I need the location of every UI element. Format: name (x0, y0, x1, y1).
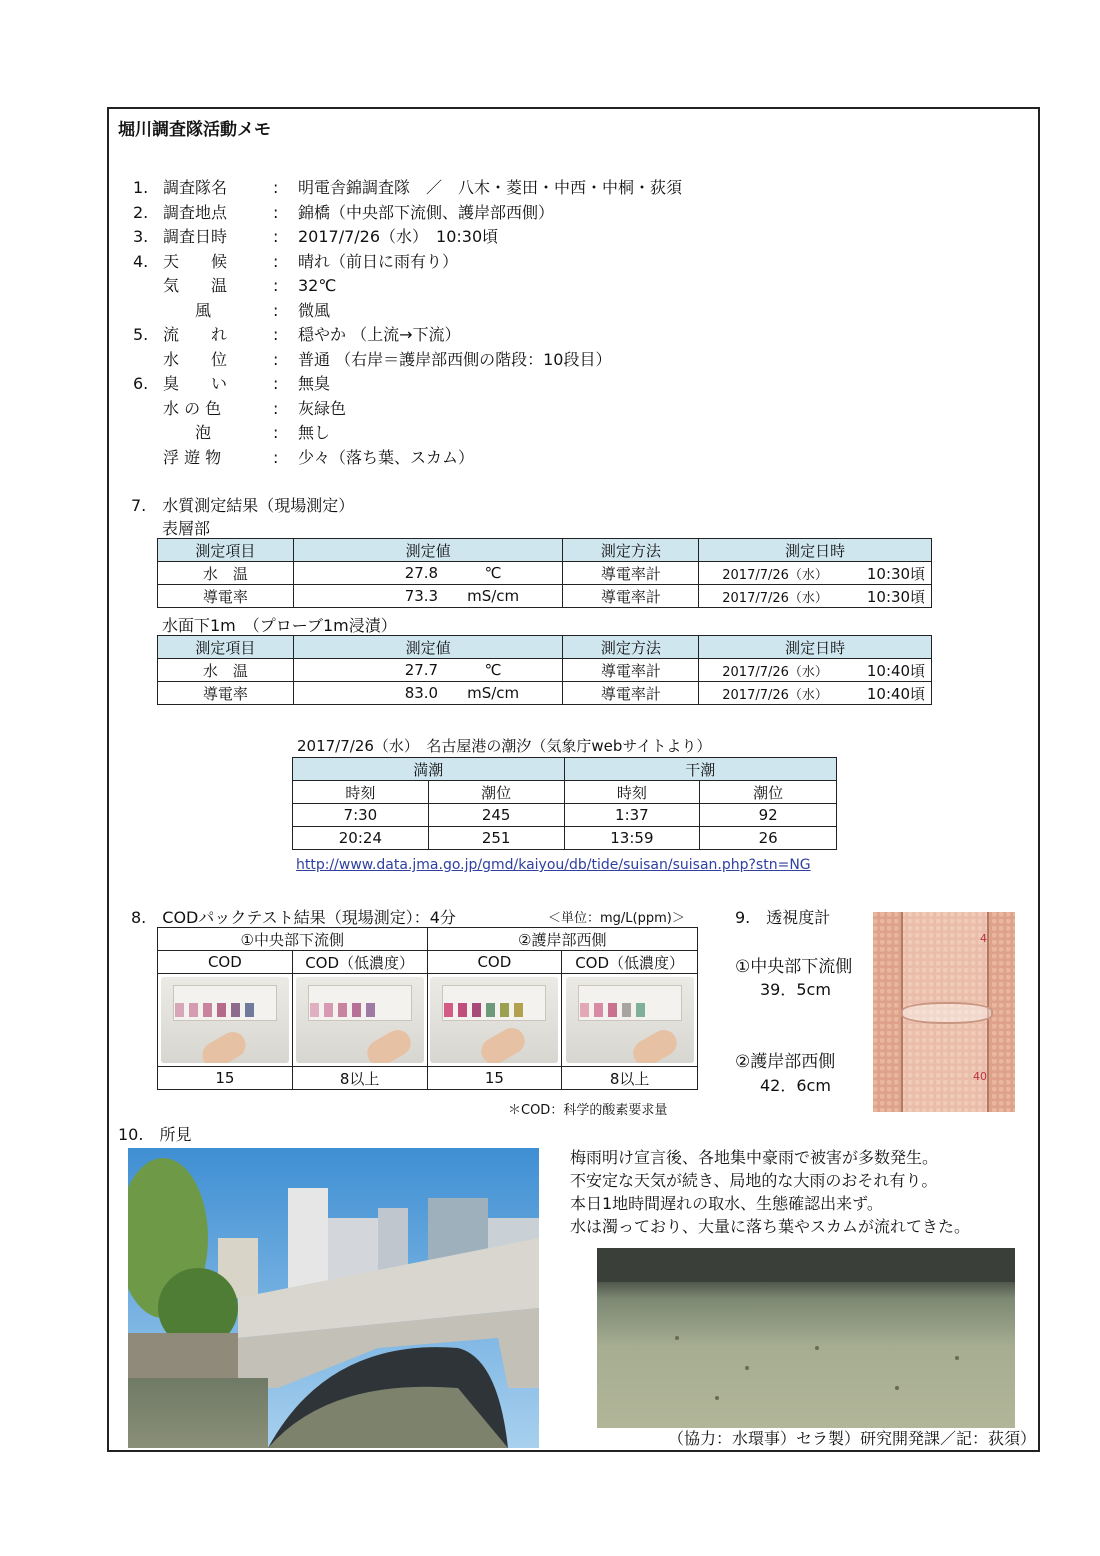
item-cell: 水 温 (158, 659, 294, 682)
cod-footnote: ＊COD：科学的酸素要求量 (508, 1103, 668, 1118)
cell: 13:59 (564, 827, 700, 850)
col-level: 潮位 (428, 781, 564, 804)
method-cell: 導電率計 (563, 659, 699, 682)
info-value: 微風 (298, 300, 331, 320)
col-level: 潮位 (700, 781, 837, 804)
info-number: 1. (133, 178, 149, 197)
value-cell (293, 562, 563, 585)
info-colon: : (273, 374, 279, 393)
col-time: 時刻 (293, 781, 429, 804)
date-text: 2017/7/26（水） (722, 590, 828, 606)
findings-heading: 10. 所見 (118, 1125, 192, 1144)
info-colon: : (273, 325, 279, 344)
info-colon: : (273, 227, 279, 246)
info-colon: : (273, 398, 279, 418)
date-text: 2017/7/26（水） (722, 687, 828, 703)
table-row (158, 659, 932, 682)
water-surface-photo (597, 1248, 1015, 1428)
info-number: 5. (133, 325, 149, 344)
info-colon: : (273, 423, 279, 442)
cod-table (157, 927, 698, 1090)
findings-line: 本日1地時間遅れの取水、生態確認出来ず。 (570, 1194, 883, 1213)
value-unit: ℃ (484, 661, 502, 679)
info-key: 泡 (163, 423, 212, 442)
col-value: 測定値 (293, 539, 563, 562)
depth-label: 水面下1m （プローブ1m浸漬） (162, 616, 397, 635)
transparency-tube-photo: 4 40 (873, 912, 1015, 1112)
info-value: 穏やか （上流→下流） (298, 325, 461, 344)
value-number: 27.8 (404, 564, 439, 582)
value-number: 83.0 (404, 684, 439, 702)
info-number: 4. (133, 251, 149, 271)
cell: 245 (428, 804, 564, 827)
info-key: 浮 遊 物 (163, 447, 222, 467)
tide-table (292, 757, 837, 850)
packtest-photo (161, 977, 289, 1063)
value-number: 27.7 (404, 661, 439, 679)
survey-info-list (133, 176, 833, 476)
tide-col-row (293, 781, 837, 804)
findings-line: 梅雨明け宣言後、各地集中豪雨で被害が多数発生。 (570, 1148, 939, 1167)
water-surface-detail (597, 1248, 1015, 1428)
info-number: 2. (133, 202, 149, 222)
cell: 251 (428, 827, 564, 850)
site2-header: ②護岸部西側 (427, 928, 698, 951)
info-value: 晴れ（前日に雨有り） (298, 251, 459, 271)
transparency-site2: ②護岸部西側 (735, 1052, 836, 1072)
col-cod: COD (427, 951, 562, 974)
info-value: 2017/7/26（水） 10:30頃 (298, 227, 499, 246)
value-unit: ℃ (484, 564, 502, 582)
info-key: 臭 い (163, 374, 228, 393)
col-cod: COD (158, 951, 293, 974)
datetime-cell (699, 659, 932, 682)
low-tide-header: 干潮 (564, 758, 837, 781)
time-text: 10:30頃 (866, 587, 926, 606)
value-cell (293, 682, 563, 705)
col-cod-low: COD（低濃度） (562, 951, 698, 974)
tide-group-row (293, 758, 837, 781)
packtest-photo (566, 977, 694, 1063)
datetime-cell (699, 682, 932, 705)
date-text: 2017/7/26（水） (722, 567, 828, 583)
table-header-row (158, 539, 932, 562)
cod-photo-row (158, 974, 698, 1067)
surface-table (157, 538, 932, 608)
time-text: 10:40頃 (866, 684, 926, 703)
info-key: 調査隊名 (163, 178, 228, 197)
cell: 1:37 (564, 804, 700, 827)
table-row (293, 804, 837, 827)
transparency-site1: ①中央部下流側 (735, 957, 853, 977)
high-tide-header: 満潮 (293, 758, 565, 781)
cod-col-row (158, 951, 698, 974)
item-cell: 導電率 (158, 682, 294, 705)
info-value: 少々（落ち葉、スカム） (298, 447, 475, 467)
col-item: 測定項目 (158, 636, 294, 659)
col-time: 時刻 (564, 781, 700, 804)
photo-cell (158, 974, 293, 1067)
table-row (158, 585, 932, 608)
info-key: 水 の 色 (163, 398, 222, 418)
info-key: 天 候 (163, 251, 228, 271)
photo-cell (292, 974, 427, 1067)
table-row (293, 827, 837, 850)
info-value: 灰緑色 (298, 398, 347, 418)
tide-caption: 2017/7/26（水） 名古屋港の潮汐（気象庁webサイトより） (297, 737, 712, 755)
info-value: 普通 （右岸＝護岸部西側の階段：10段目） (298, 349, 612, 369)
value-number: 73.3 (404, 587, 439, 605)
info-key: 風 (163, 300, 212, 320)
findings-line: 水は濁っており、大量に落ち葉やスカムが流れてきた。 (570, 1217, 971, 1236)
info-colon: : (273, 178, 279, 197)
date-text: 2017/7/26（水） (722, 664, 828, 680)
info-colon: : (273, 300, 279, 320)
photo-cell (562, 974, 698, 1067)
depth-table (157, 635, 932, 705)
col-cod-low: COD（低濃度） (292, 951, 427, 974)
cell: 92 (700, 804, 837, 827)
info-number: 3. (133, 227, 149, 246)
transparency-heading: 9. 透視度計 (735, 908, 831, 927)
cod-value: 15 (158, 1067, 293, 1090)
info-colon: : (273, 276, 279, 295)
method-cell: 導電率計 (563, 682, 699, 705)
cell: 26 (700, 827, 837, 850)
col-value: 測定値 (293, 636, 563, 659)
col-method: 測定方法 (563, 636, 699, 659)
packtest-photo (430, 977, 558, 1063)
transparency-value1: 39．5cm (760, 980, 831, 999)
item-cell: 水 温 (158, 562, 294, 585)
packtest-photo (296, 977, 424, 1063)
method-cell: 導電率計 (563, 562, 699, 585)
value-cell (293, 585, 563, 608)
col-method: 測定方法 (563, 539, 699, 562)
info-colon: : (273, 202, 279, 222)
value-cell (293, 659, 563, 682)
info-colon: : (273, 447, 279, 467)
cell: 7:30 (293, 804, 429, 827)
table-row (158, 562, 932, 585)
photo-cell (427, 974, 562, 1067)
info-value: 明電舎錦調査隊 ／ 八木・菱田・中西・中桐・荻須 (298, 178, 683, 197)
table-header-row (158, 636, 932, 659)
col-datetime: 測定日時 (699, 539, 932, 562)
cod-value: 8以上 (292, 1067, 427, 1090)
method-cell: 導電率計 (563, 585, 699, 608)
info-colon: : (273, 349, 279, 369)
site1-header: ①中央部下流側 (158, 928, 428, 951)
findings-notes (570, 1146, 970, 1238)
cod-value: 15 (427, 1067, 562, 1090)
cell: 20:24 (293, 827, 429, 850)
info-key: 調査地点 (163, 202, 228, 222)
info-key: 流 れ (163, 325, 228, 344)
water-quality-heading: 7. 水質測定結果（現場測定） (131, 496, 355, 515)
info-key: 調査日時 (163, 227, 228, 246)
findings-line: 不安定な天気が続き、局地的な大雨のおそれ有り。 (570, 1171, 938, 1190)
value-unit: mS/cm (467, 684, 520, 702)
info-value: 錦橋（中央部下流側、護岸部西側） (298, 202, 555, 222)
info-key: 気 温 (163, 276, 228, 295)
info-key: 水 位 (163, 349, 228, 369)
surface-label: 表層部 (162, 519, 211, 538)
table-row (158, 682, 932, 705)
value-unit: mS/cm (467, 587, 520, 605)
bridge-photo (128, 1148, 539, 1448)
page-title: 堀川調査隊活動メモ (118, 120, 271, 140)
info-colon: : (273, 251, 279, 271)
cod-value: 8以上 (562, 1067, 698, 1090)
datetime-cell (699, 562, 932, 585)
info-value: 32℃ (298, 276, 337, 295)
credit-line: （協力：水環事）セラ製）研究開発課／記：荻須） (667, 1429, 1036, 1448)
datetime-cell (699, 585, 932, 608)
cod-site-row (158, 928, 698, 951)
info-value: 無臭 (298, 374, 331, 393)
item-cell: 導電率 (158, 585, 294, 608)
time-text: 10:30頃 (866, 564, 926, 583)
col-datetime: 測定日時 (699, 636, 932, 659)
jma-tide-link[interactable]: http://www.data.jma.go.jp/gmd/kaiyou/db/tide/suisan/suisan.php?stn=NG (296, 857, 811, 873)
cod-unit: ＜単位：mg/L(ppm)＞ (548, 911, 685, 926)
time-text: 10:40頃 (866, 661, 926, 680)
col-item: 測定項目 (158, 539, 294, 562)
info-number: 6. (133, 374, 149, 393)
transparency-value2: 42．6cm (760, 1076, 831, 1095)
cod-heading: 8. CODパックテスト結果（現場測定）：4分 (131, 908, 456, 927)
info-value: 無し (298, 423, 331, 442)
cod-value-row (158, 1067, 698, 1090)
